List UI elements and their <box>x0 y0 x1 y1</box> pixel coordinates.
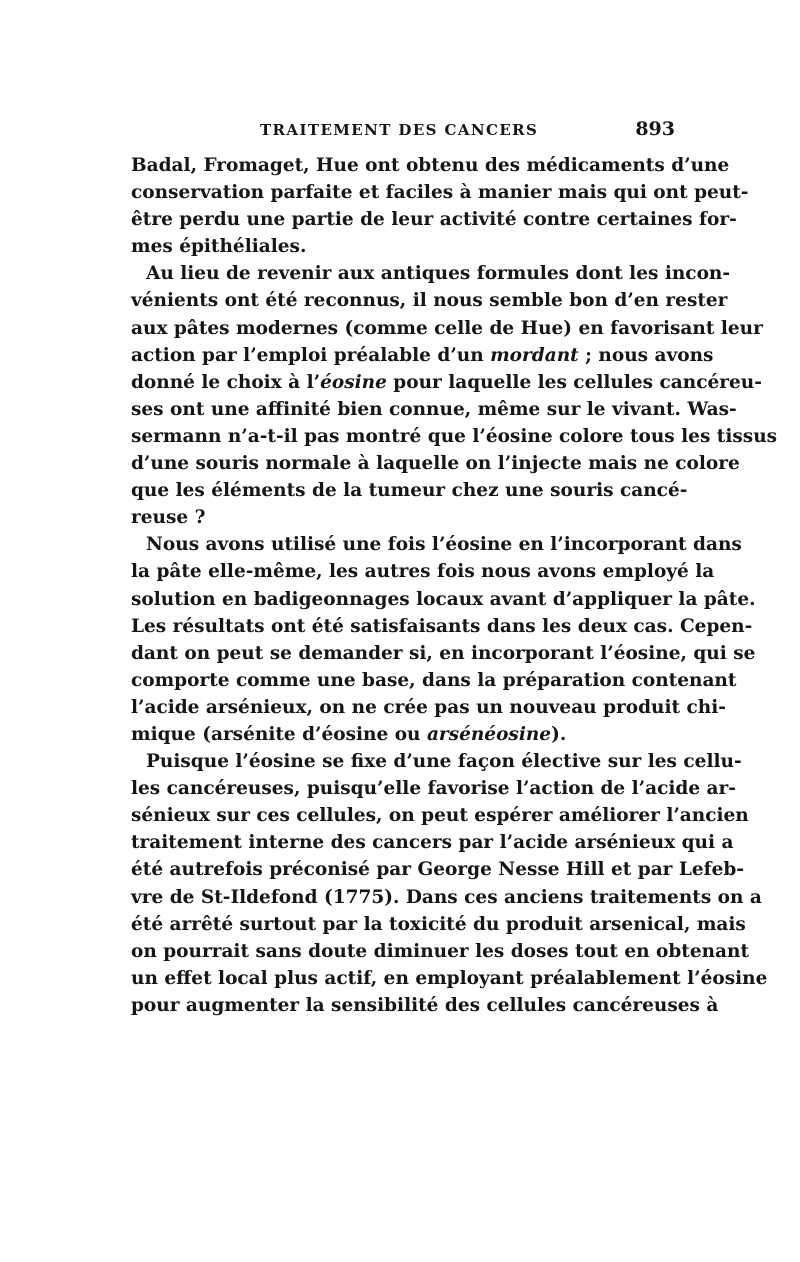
text-line: ses ont une affinité bien connue, même sur le vivant. Was- <box>131 398 737 420</box>
running-title: TRAITEMENT DES CANCERS <box>260 121 539 139</box>
text-line: pour augmenter la sensibilité des cellules cancéreuses à <box>131 994 719 1016</box>
text-line: mes épithéliales. <box>131 236 307 258</box>
text-line: Au lieu de revenir aux antiques formules dont les incon- <box>146 263 731 285</box>
line-segment: pour laquelle les cellules cancéreu- <box>386 371 762 393</box>
text-line: été autrefois préconisé par George Nesse Hill et par Lefeb- <box>131 859 744 881</box>
line-segment: ; nous avons <box>578 344 714 366</box>
text-line: aux pâtes modernes (comme celle de Hue) en favorisant leur <box>131 317 763 339</box>
text-line: l’acide arsénieux, on ne crée pas un nouveau produit chi- <box>131 696 726 718</box>
text-line: un effet local plus actif, en employant préalablement l’éosine <box>131 967 768 989</box>
text-line: sénieux sur ces cellules, on peut espérer améliorer l’ancien <box>131 805 749 827</box>
line-segment: ). <box>551 723 567 745</box>
line-segment: mique (arsénite d’éosine ou <box>131 723 427 745</box>
italic-term: mordant <box>490 344 579 366</box>
text-line <box>131 342 714 369</box>
text-line: être perdu une partie de leur activité contre certaines for- <box>131 209 737 231</box>
text-line: traitement interne des cancers par l’acide arsénieux qui a <box>131 832 734 854</box>
page-header <box>130 118 675 144</box>
text-line: reuse ? <box>131 507 206 529</box>
text-line: on pourrait sans doute diminuer les doses tout en obtenant <box>131 940 750 962</box>
text-line: Nous avons utilisé une fois l’éosine en l’incorporant dans <box>146 534 742 556</box>
text-line <box>131 721 674 748</box>
text-line: conservation parfaite et faciles à manier mais qui ont peut- <box>131 182 749 204</box>
italic-term: éosine <box>320 371 387 393</box>
text-line: les cancéreuses, puisqu’elle favorise l’action de l’acide ar- <box>131 778 736 800</box>
text-line: Badal, Fromaget, Hue ont obtenu des médicaments d’une <box>131 155 730 176</box>
page-number: 893 <box>635 118 675 140</box>
text-line: dant on peut se demander si, en incorporant l’éosine, qui se <box>131 642 756 664</box>
text-line: Puisque l’éosine se fixe d’une façon élective sur les cellu- <box>146 751 742 773</box>
text-line: vre de St-Ildefond (1775). Dans ces anciens traitements on a <box>131 886 762 908</box>
text-line: la pâte elle-même, les autres fois nous avons employé la <box>131 561 715 583</box>
text-line: d’une souris normale à laquelle on l’injecte mais ne colore <box>131 453 740 475</box>
body-text <box>131 152 778 1019</box>
text-line: été arrêté surtout par la toxicité du produit arsenical, mais <box>131 913 746 935</box>
text-line <box>131 369 762 396</box>
text-line: Les résultats ont été satisfaisants dans les deux cas. Cepen- <box>131 615 753 637</box>
line-segment: action par l’emploi préalable d’un <box>131 344 491 366</box>
italic-term: arsénéosine <box>426 723 552 745</box>
text-line: comporte comme une base, dans la préparation contenant <box>131 669 737 691</box>
text-line: que les éléments de la tumeur chez une souris cancé- <box>131 480 688 502</box>
text-line: sermann n’a-t-il pas montré que l’éosine colore tous les tissus <box>131 425 778 447</box>
text-line: solution en badigeonnages locaux avant d’appliquer la pâte. <box>131 588 756 610</box>
line-segment: donné le choix à l’ <box>131 371 321 393</box>
text-line: vénients ont été reconnus, il nous semble bon d’en rester <box>131 290 728 312</box>
